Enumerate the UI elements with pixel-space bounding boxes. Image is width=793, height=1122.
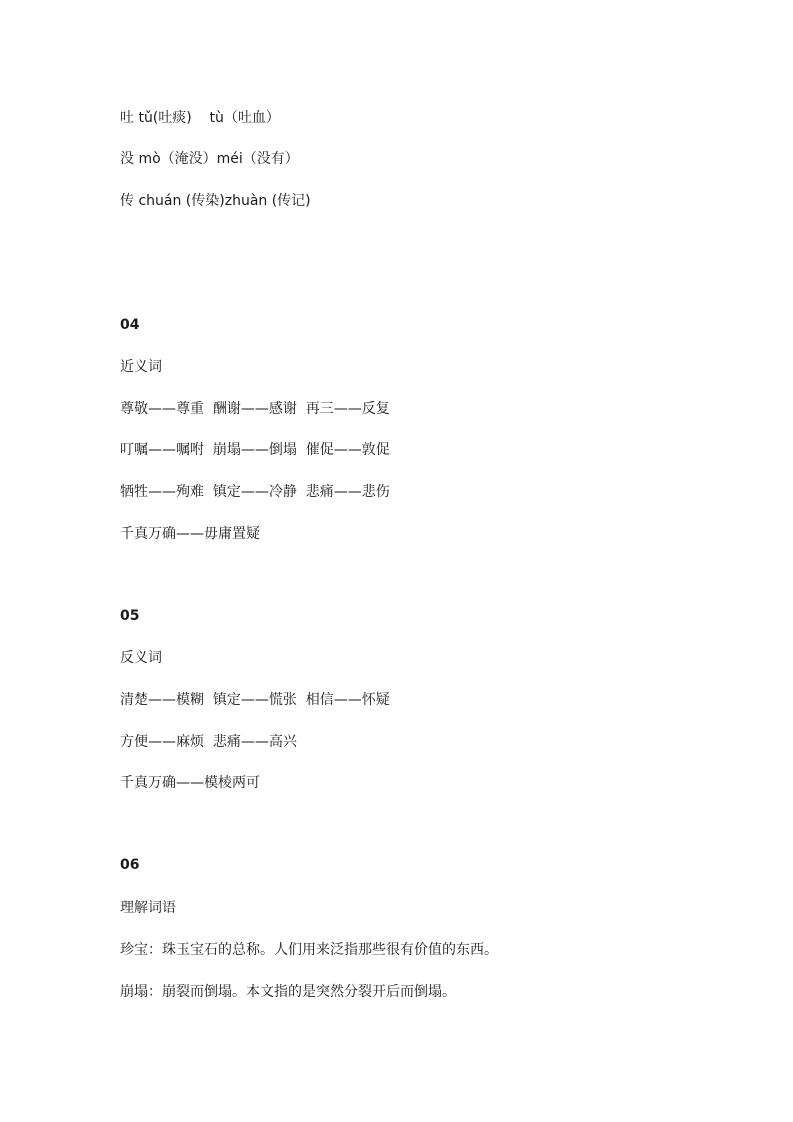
section-05-title: 反义词 [120, 650, 162, 666]
definition-line-2: 崩塌：崩裂而倒塌。本文指的是突然分裂开后而倒塌。 [120, 984, 456, 1000]
antonym-line-3: 千真万确——模棱两可 [120, 775, 260, 791]
synonym-line-4: 千真万确——毋庸置疑 [120, 526, 260, 542]
synonym-line-2: 叮嘱——嘱咐 崩塌——倒塌 催促——敦促 [120, 442, 390, 458]
antonym-line-1: 清楚——模糊 镇定——慌张 相信——怀疑 [120, 692, 390, 708]
definition-line-1: 珍宝：珠玉宝石的总称。人们用来泛指那些很有价值的东西。 [120, 942, 498, 958]
section-06-title: 理解词语 [120, 900, 176, 916]
polyphone-line-mo: 没 mò（淹没）méi（没有） [120, 151, 299, 167]
section-05-number: 05 [120, 608, 140, 624]
section-06-number: 06 [120, 857, 140, 873]
section-04-title: 近义词 [120, 359, 162, 375]
section-04-number: 04 [120, 317, 140, 333]
polyphone-line-tu: 吐 tǔ(吐痰) tù（吐血） [120, 110, 280, 126]
synonym-line-3: 牺牲——殉难 镇定——冷静 悲痛——悲伤 [120, 484, 390, 500]
synonym-line-1: 尊敬——尊重 酬谢——感谢 再三——反复 [120, 401, 390, 417]
polyphone-line-chuan: 传 chuán (传染)zhuàn (传记) [120, 193, 311, 209]
antonym-line-2: 方便——麻烦 悲痛——高兴 [120, 734, 297, 750]
